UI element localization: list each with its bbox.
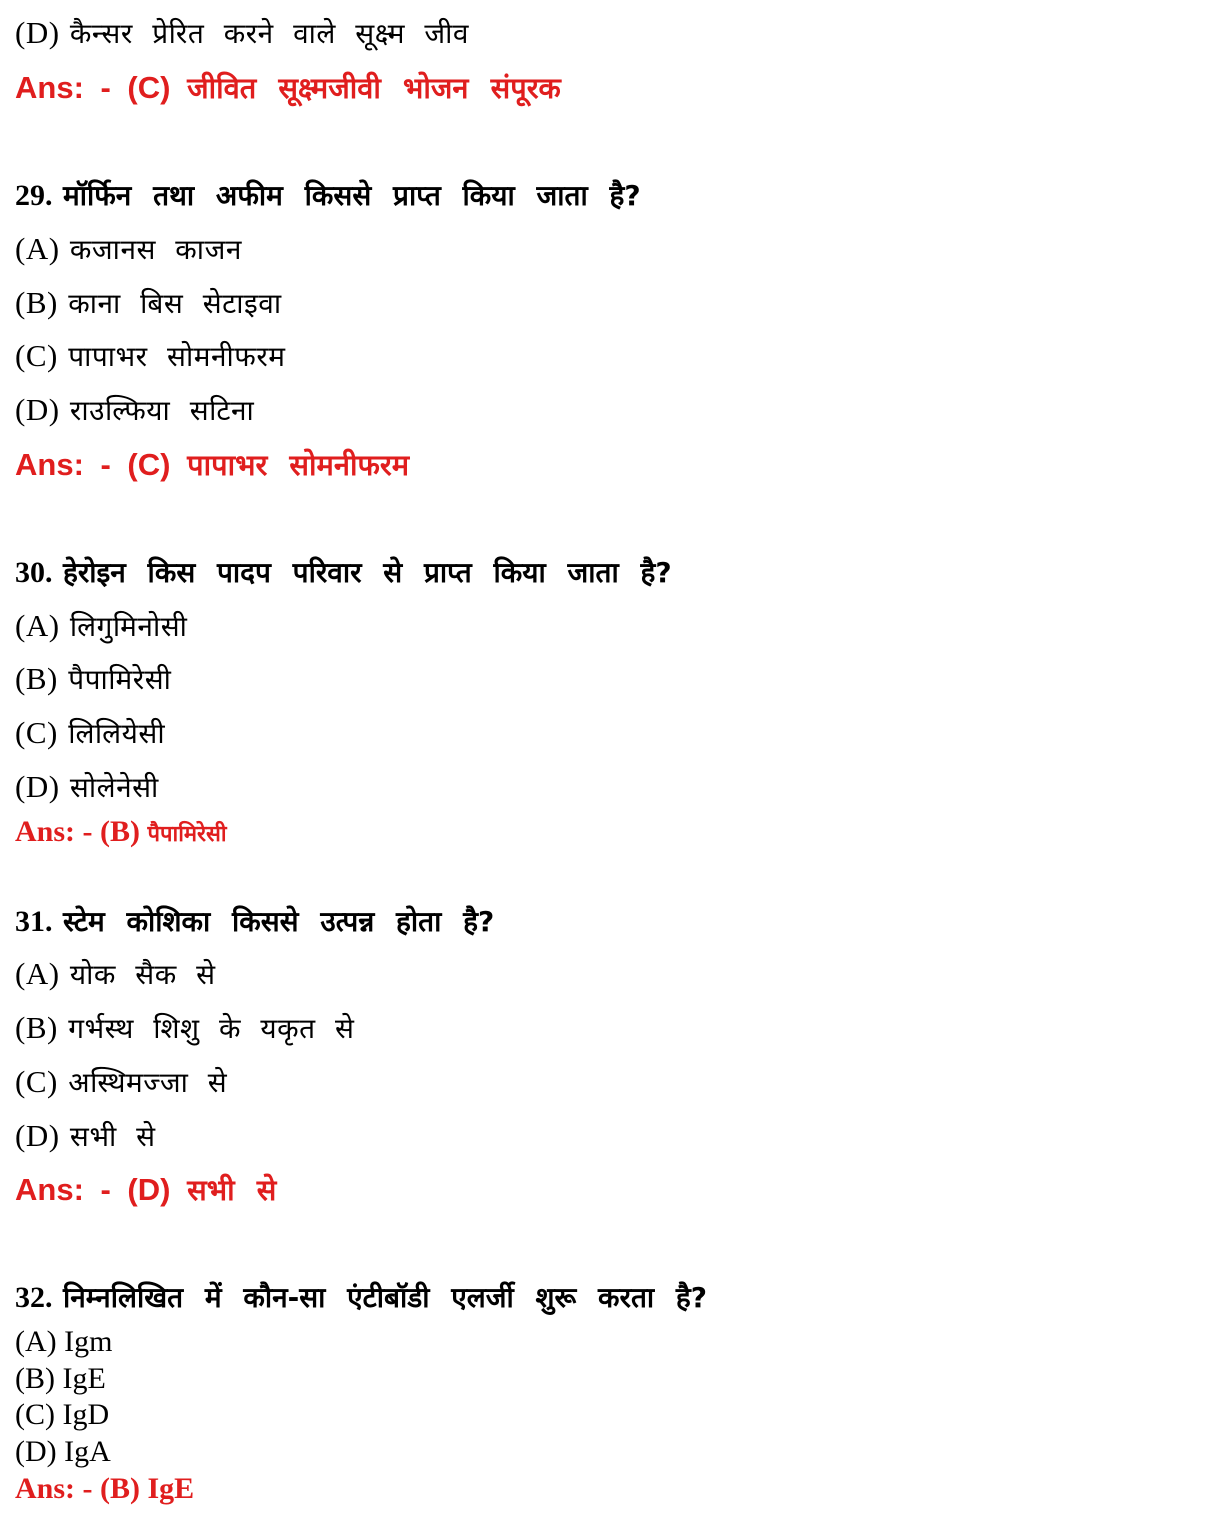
answer-text: सभी से [187, 1173, 277, 1207]
option-text: सभी से [69, 1120, 156, 1153]
option-label: (A) [15, 231, 60, 266]
option-c [15, 1398, 109, 1432]
option-text: राउल्फिया सटिना [69, 394, 255, 427]
answer-line [15, 1170, 276, 1209]
question-text: स्टेम कोशिका किससे उत्पन्न होता है? [62, 905, 495, 938]
option-b [15, 1362, 106, 1396]
option-a [15, 230, 242, 268]
option-label: (C) [15, 1064, 58, 1099]
option-c [15, 337, 286, 375]
option-text: IgA [64, 1435, 111, 1468]
answer-prefix: Ans: - (C) [15, 70, 171, 105]
option-text: कजानस काजन [69, 233, 242, 266]
option-a [15, 955, 216, 993]
option-label: (D) [15, 15, 60, 50]
answer-line [15, 68, 561, 107]
question-number: 29. [15, 179, 53, 212]
option-c [15, 714, 165, 752]
option-text: Igm [64, 1325, 113, 1358]
answer-text: पैपामिरेसी [147, 822, 227, 847]
option-text: काना बिस सेटाइवा [68, 287, 282, 320]
option-label: (C) [15, 715, 58, 750]
option-text: योक सैक से [69, 958, 216, 991]
question-31 [15, 902, 494, 940]
option-text: पैपामिरेसी [68, 663, 172, 696]
option-text: सोलेनेसी [69, 771, 159, 804]
option-text: लिगुमिनोसी [69, 610, 188, 643]
option-a [15, 1325, 112, 1359]
option-b [15, 1009, 354, 1047]
answer-text: पापाभर सोमनीफरम [187, 448, 410, 482]
option-label: (C) [15, 338, 58, 373]
option-label: (A) [15, 956, 60, 991]
option-label: (B) [15, 661, 58, 696]
option-text: गर्भस्थ शिशु के यकृत से [68, 1012, 355, 1045]
option-label: (D) [15, 769, 60, 804]
option-label: (B) [15, 285, 58, 320]
answer-prefix: Ans: - (C) [15, 447, 171, 482]
option-label: (A) [15, 1325, 57, 1358]
option-c [15, 1063, 227, 1101]
option-d [15, 391, 254, 429]
answer-line [15, 815, 227, 849]
option-d [15, 1435, 111, 1469]
question-text: निम्नलिखित में कौन-सा एंटीबॉडी एलर्जी शुरू करता है? [62, 1281, 708, 1314]
option-text: लिलियेसी [68, 717, 166, 750]
question-text: मॉर्फिन तथा अफीम किससे प्राप्त किया जाता है? [62, 179, 641, 212]
option-b [15, 284, 282, 322]
option-label: (D) [15, 1435, 57, 1468]
option-b [15, 660, 171, 698]
question-number: 31. [15, 905, 53, 938]
option-label: (A) [15, 608, 60, 643]
answer-prefix: Ans: - (D) [15, 1172, 171, 1207]
option-label: (B) [15, 1362, 55, 1395]
answer-prefix: Ans: - (B) [15, 815, 140, 848]
option-label: (D) [15, 392, 60, 427]
option-label: (D) [15, 1118, 60, 1153]
option-text: IgE [62, 1362, 106, 1395]
option-text: कैन्सर प्रेरित करने वाले सूक्ष्म जीव [69, 17, 469, 50]
option-a [15, 607, 187, 645]
option-d [15, 1117, 156, 1155]
option-text: पापाभर सोमनीफरम [68, 340, 286, 373]
option-text: अस्थिमज्जा से [68, 1066, 228, 1099]
answer-line: Ans: - (B) IgE [15, 1472, 195, 1505]
question-32 [15, 1278, 707, 1316]
question-text: हेरोइन किस पादप परिवार से प्राप्त किया जाता है? [62, 556, 672, 589]
option-text: IgD [62, 1398, 110, 1431]
question-30 [15, 553, 672, 591]
option-label: (B) [15, 1010, 58, 1045]
answer-text: जीवित सूक्ष्मजीवी भोजन संपूरक [187, 71, 561, 105]
answer-line [15, 445, 409, 484]
option-d [15, 768, 159, 806]
question-number: 30. [15, 556, 53, 589]
option-d [15, 14, 469, 52]
question-29 [15, 176, 641, 214]
option-label: (C) [15, 1398, 55, 1431]
question-number: 32. [15, 1281, 53, 1314]
